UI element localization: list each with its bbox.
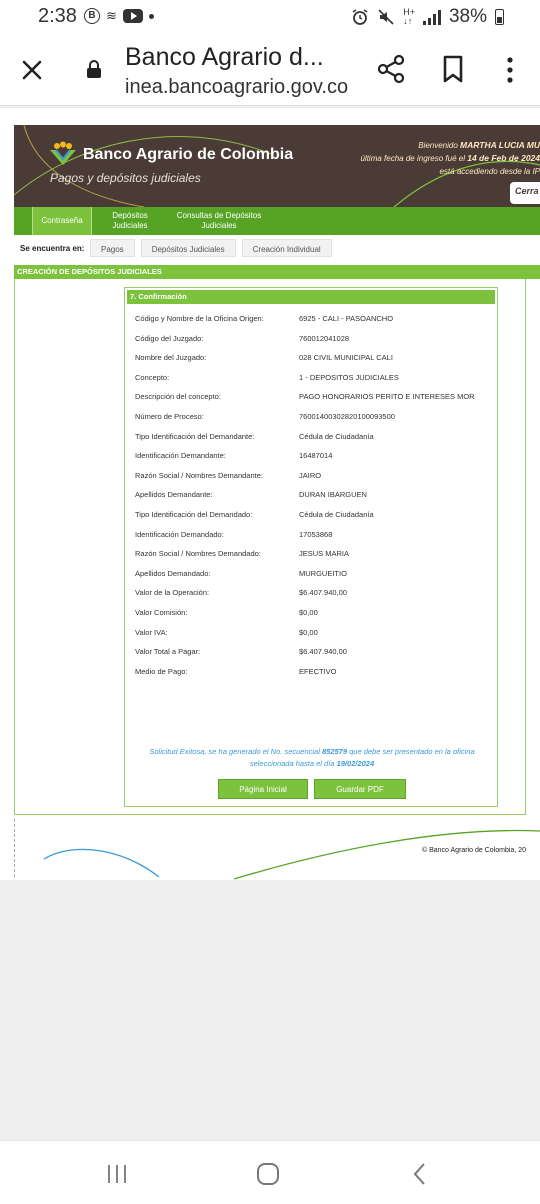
- page-title: Banco Agrario d...: [125, 43, 324, 71]
- detail-value: EFECTIVO: [299, 666, 337, 676]
- detail-value: 16487014: [299, 451, 333, 461]
- detail-value: 17053868: [299, 529, 333, 539]
- deadline-date: 19/02/2024: [336, 759, 375, 768]
- detail-value: Cédula de Ciudadanía: [299, 509, 374, 519]
- detail-label: Código del Juzgado:: [135, 333, 204, 343]
- detail-row: [135, 504, 495, 524]
- success-middle: que debe ser presentado en la oficina seleccionada hasta el día: [249, 747, 475, 768]
- mute-icon: [377, 8, 395, 26]
- brand-tagline: Pagos y depósitos judiciales: [50, 171, 201, 185]
- share-icon[interactable]: [376, 54, 406, 84]
- nav-item-deposits[interactable]: Depósitos Judiciales: [112, 211, 148, 230]
- detail-value: JAIRO: [299, 470, 322, 480]
- detail-label: Código y Nombre de la Oficina Origen:: [135, 314, 264, 323]
- detail-value: 760012041028: [299, 333, 350, 343]
- detail-value: 1 - DEPOSITOS JUDICIALES: [299, 372, 399, 382]
- detail-row: [135, 484, 495, 504]
- back-icon[interactable]: [410, 1162, 430, 1186]
- detail-row: [135, 308, 495, 328]
- browser-toolbar: [0, 34, 540, 106]
- close-tab-icon[interactable]: [18, 56, 46, 84]
- last-login-date: 14 de Feb de 2024: [467, 153, 540, 163]
- more-menu-icon[interactable]: [502, 56, 518, 84]
- confirmation-panel: [124, 287, 498, 807]
- site-footer: [14, 819, 540, 880]
- detail-label: Valor Total a Pagar:: [135, 647, 201, 657]
- status-bar: [0, 0, 540, 34]
- more-notifications-icon: [149, 14, 154, 19]
- detail-row: [135, 543, 495, 563]
- detail-label: Medio de Pago:: [135, 666, 188, 676]
- detail-value: Cédula de Ciudadanía: [299, 431, 374, 441]
- detail-label: Valor Comisión:: [135, 607, 188, 617]
- save-pdf-button[interactable]: Guardar PDF: [314, 779, 406, 799]
- detail-row: [135, 367, 495, 387]
- detail-row: [135, 661, 495, 681]
- confirmation-title: 7. Confirmación: [127, 290, 495, 304]
- detail-value: MURGUEITIO: [299, 568, 347, 578]
- detail-label: Apellidos Demandado:: [135, 568, 211, 578]
- battery-icon: [495, 9, 504, 25]
- site-header: [14, 125, 540, 207]
- detail-row: [135, 426, 495, 446]
- detail-value: $0,00: [299, 627, 318, 637]
- detail-value: 6925 - CALI - PASOANCHO: [299, 314, 394, 323]
- detail-value: $6.407.940,00: [299, 647, 347, 657]
- sequence-number: 852579: [321, 747, 348, 756]
- detail-label: Concepto:: [135, 372, 170, 382]
- main-nav: [14, 207, 540, 235]
- notification-icon: ≋: [106, 8, 117, 23]
- brand-name: Banco Agrario de Colombia: [83, 146, 294, 163]
- status-time: 2:38: [38, 5, 77, 27]
- detail-value: 028 CIVIL MUNICIPAL CALI: [299, 353, 393, 363]
- section-title: CREACIÓN DE DEPÓSITOS JUDICIALES: [14, 265, 540, 279]
- data-hplus-icon: H+ ↓↑: [403, 7, 415, 26]
- battery-percent: 38%: [448, 6, 487, 27]
- detail-row: [135, 563, 495, 583]
- home-page-button[interactable]: Página Inicial: [218, 779, 308, 799]
- web-page: [0, 108, 540, 880]
- detail-label: Tipo Identificación del Demandado:: [135, 509, 253, 519]
- detail-row: [135, 445, 495, 465]
- breadcrumb: [14, 237, 540, 259]
- detail-row: [135, 524, 495, 544]
- detail-row: [135, 582, 495, 602]
- last-login-prefix: última fecha de ingreso fué el: [360, 154, 465, 163]
- detail-label: Razón Social / Nombres Demandante:: [135, 470, 263, 480]
- detail-label: Número de Proceso:: [135, 411, 204, 421]
- welcome-text: [360, 139, 540, 178]
- breadcrumb-item-deposits[interactable]: Depósitos Judiciales: [141, 239, 236, 257]
- detail-row: [135, 602, 495, 622]
- copyright-text: © Banco Agrario de Colombia, 20: [422, 847, 526, 854]
- user-name: MARTHA LUCIA MU: [460, 140, 540, 150]
- lock-icon[interactable]: [86, 59, 102, 79]
- nav-item-deposit-queries[interactable]: Consultas de Depósitos Judiciales: [176, 211, 262, 230]
- ip-text: está accediendo desde la IP: [439, 167, 540, 176]
- success-message: [135, 746, 489, 770]
- detail-label: Identificación Demandado:: [135, 529, 224, 539]
- bookmark-icon[interactable]: [442, 55, 464, 83]
- detail-label: Descripción del concepto:: [135, 392, 221, 402]
- detail-row: [135, 328, 495, 348]
- detail-row: [135, 386, 495, 406]
- url-display[interactable]: inea.bancoagrario.gov.co: [125, 76, 349, 98]
- detail-row: [135, 641, 495, 661]
- youtube-icon: [123, 9, 143, 23]
- detail-label: Tipo Identificación del Demandante:: [135, 431, 255, 441]
- detail-value: DURAN IBARGUEN: [299, 490, 367, 500]
- detail-label: Valor de la Operación:: [135, 588, 210, 598]
- detail-row: [135, 465, 495, 485]
- detail-label: Razón Social / Nombres Demandado:: [135, 549, 261, 559]
- alarm-icon: [351, 8, 369, 26]
- detail-row: [135, 347, 495, 367]
- home-icon[interactable]: [256, 1162, 280, 1186]
- detail-value: 76001400302820100093500: [299, 411, 395, 421]
- detail-label: Apellidos Demandante:: [135, 490, 213, 500]
- welcome-prefix: Bienvenido: [418, 141, 458, 150]
- detail-row: [135, 622, 495, 642]
- detail-value: $6.407.940,00: [299, 588, 347, 598]
- breadcrumb-label: Se encuentra en:: [20, 243, 85, 253]
- bank-logo-icon: [48, 141, 78, 167]
- confirmation-details: [135, 308, 495, 680]
- breadcrumb-item-payments[interactable]: Pagos: [90, 239, 135, 257]
- detail-label: Valor IVA:: [135, 627, 168, 637]
- system-navigation-bar: [0, 1140, 540, 1204]
- detail-label: Nombre del Juzgado:: [135, 353, 207, 363]
- logout-button[interactable]: Cerra: [510, 182, 540, 204]
- signal-icon: [423, 9, 441, 25]
- b-badge-icon: B: [84, 8, 100, 24]
- detail-value: $0,00: [299, 607, 318, 617]
- detail-value: PAGO HONORARIOS PERITO E INTERESES MOR: [299, 392, 475, 402]
- detail-value: JESUS MARIA: [299, 549, 350, 559]
- success-prefix: Solicitud Exitosa, se ha generado el No. secuencial: [149, 747, 320, 756]
- detail-row: [135, 406, 495, 426]
- bank-portal: [14, 125, 540, 880]
- nav-item-password[interactable]: Contraseña: [32, 207, 92, 235]
- detail-label: Identificación Demandante:: [135, 451, 226, 461]
- breadcrumb-item-individual[interactable]: Creación Individual: [242, 239, 332, 257]
- recent-apps-icon[interactable]: [106, 1163, 128, 1185]
